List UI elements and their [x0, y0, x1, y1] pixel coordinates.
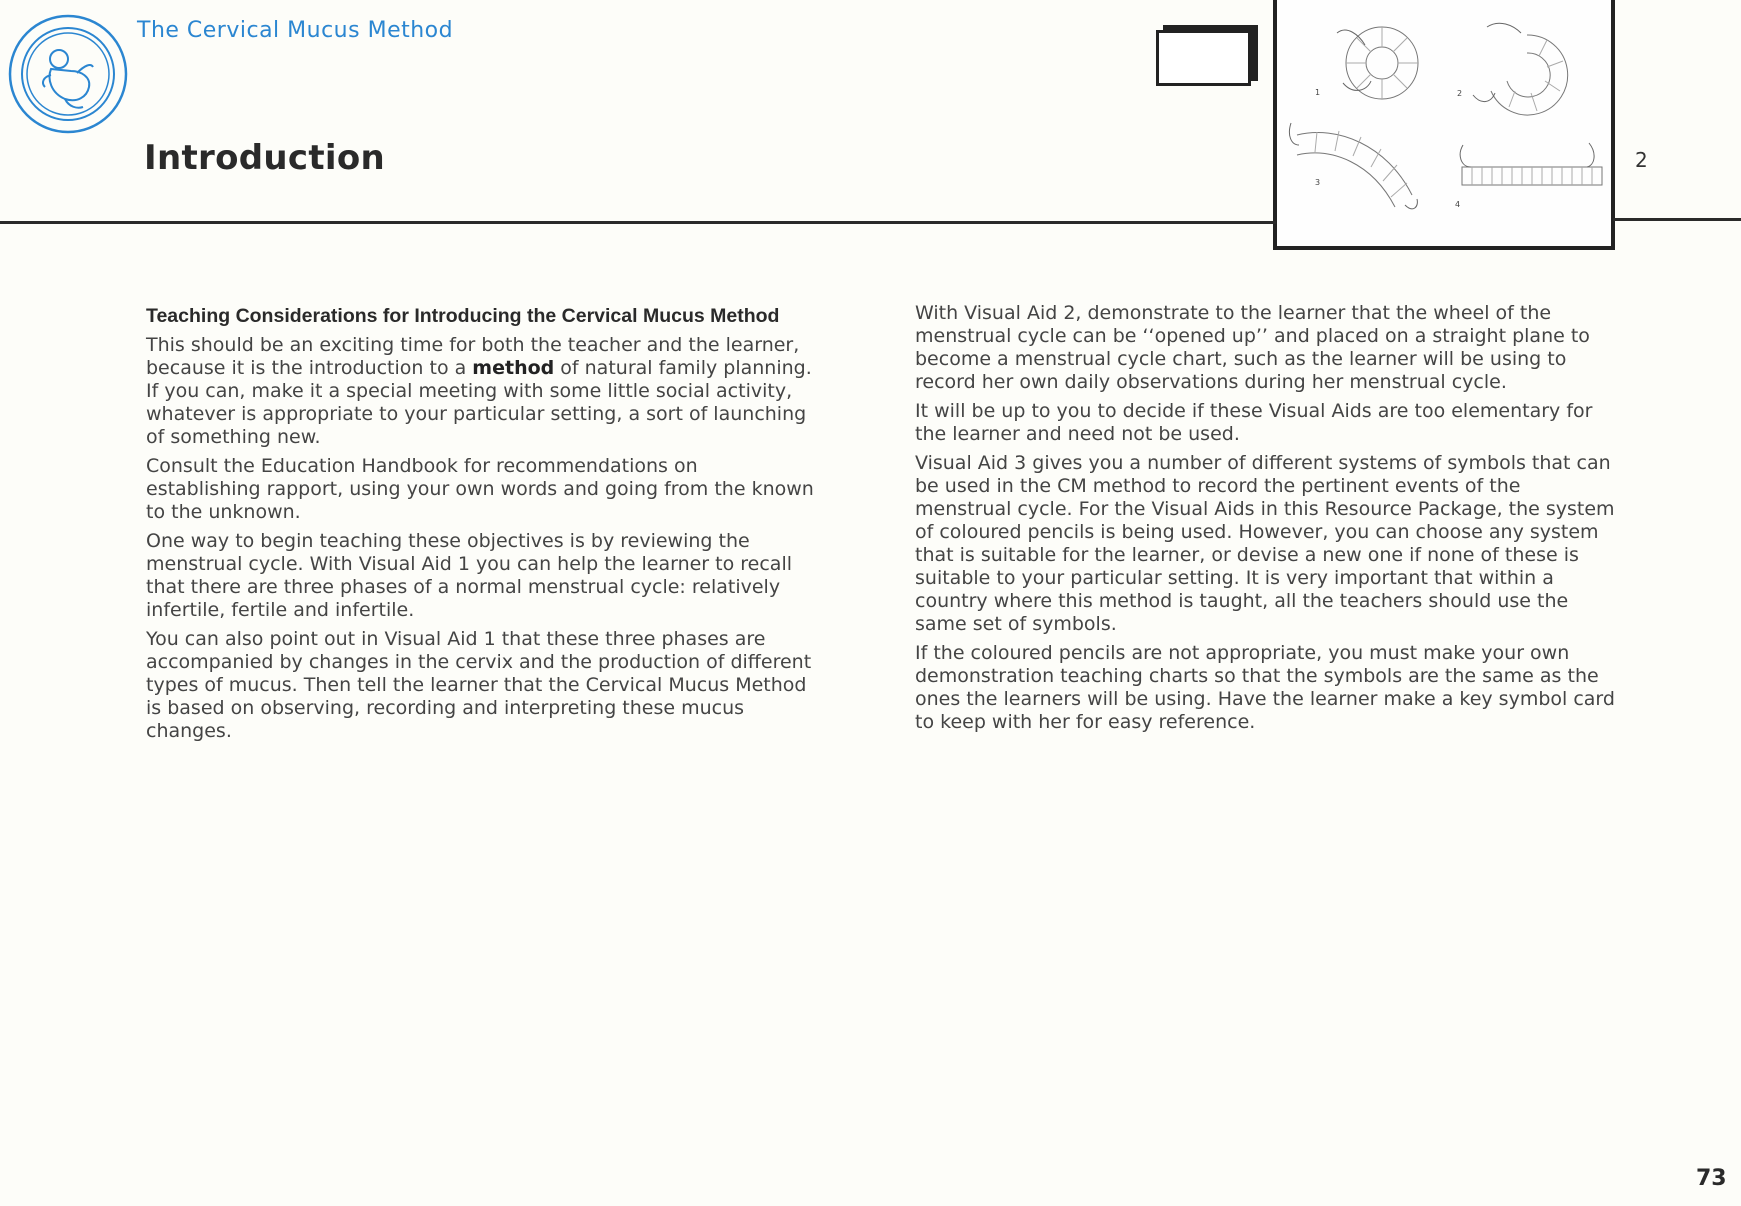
paragraph-text: of natural family planning. If you can, make it a special meeting with some little social activity, whatever is appropriate to your particular setting, a sort of launching of something new.	[146, 357, 812, 448]
paragraph: You can also point out in Visual Aid 1 that these three phases are accompanied by changes in the cervix and the production of different types of mucus. Then tell the learner that the Cervical Mucus Method is based on observing, recording and interpreting these mucus changes.	[146, 628, 812, 742]
page-number: 73	[1696, 1166, 1727, 1191]
header-divider	[0, 221, 1276, 224]
figure-step-label: 1	[1315, 88, 1321, 97]
right-column	[915, 302, 1615, 740]
baby-logo-icon	[7, 13, 129, 135]
page-title: Introduction	[144, 138, 386, 178]
bold-term: method	[472, 357, 555, 379]
paragraph: It will be up to you to decide if these Visual Aids are too elementary for the learner and need not be used.	[915, 400, 1593, 445]
figure-step-label: 2	[1457, 89, 1463, 98]
section-heading: Teaching Considerations for Introducing the Cervical Mucus Method	[146, 305, 780, 327]
header-divider-right	[1613, 218, 1741, 221]
paragraph: Consult the Education Handbook for recommendations on establishing rapport, using your own words and going from the known to the unknown.	[146, 455, 814, 523]
paragraph: If the coloured pencils are not appropriate, you must make your own demonstration teaching charts so that the symbols are the same as the ones the learners will be using. Have the learner make a key symbol card to keep with her for easy reference.	[915, 642, 1615, 733]
left-column	[146, 305, 818, 749]
figure-step-label: 4	[1455, 200, 1461, 209]
paragraph: With Visual Aid 2, demonstrate to the learner that the wheel of the menstrual cycle can be ‘‘opened up’’ and placed on a straight plane to become a menstrual cycle chart, such as the learner will be using to record her own daily observations during her menstrual cycle.	[915, 302, 1590, 393]
paragraph: One way to begin teaching these objectives is by reviewing the menstrual cycle. With Visual Aid 1 you can help the learner to recall that there are three phases of a normal menstrual cycle: relatively infertile, fertile and infertile.	[146, 530, 792, 621]
section-tab	[1156, 30, 1251, 86]
paragraph	[146, 334, 818, 449]
paragraph: Visual Aid 3 gives you a number of different systems of symbols that can be used in the CM method to record the pertinent events of the menstrual cycle. For the Visual Aids in this Resource Package, the system of coloured pencils is being used. However, you can choose any system that is suitable for the learner, or devise a new one if none of these is suitable to your particular setting. It is very important that within a country where this method is taught, all the teachers should use the same set of symbols.	[915, 452, 1615, 635]
section-number: 2	[1635, 148, 1648, 172]
figure-step-label: 3	[1315, 178, 1321, 187]
series-title: The Cervical Mucus Method	[137, 18, 454, 43]
paragraph-text: This should be an exciting time for both the teacher and the learner, because it is the introduction to a	[146, 334, 800, 379]
wheel-to-strip-illustration-icon	[1273, 0, 1615, 250]
